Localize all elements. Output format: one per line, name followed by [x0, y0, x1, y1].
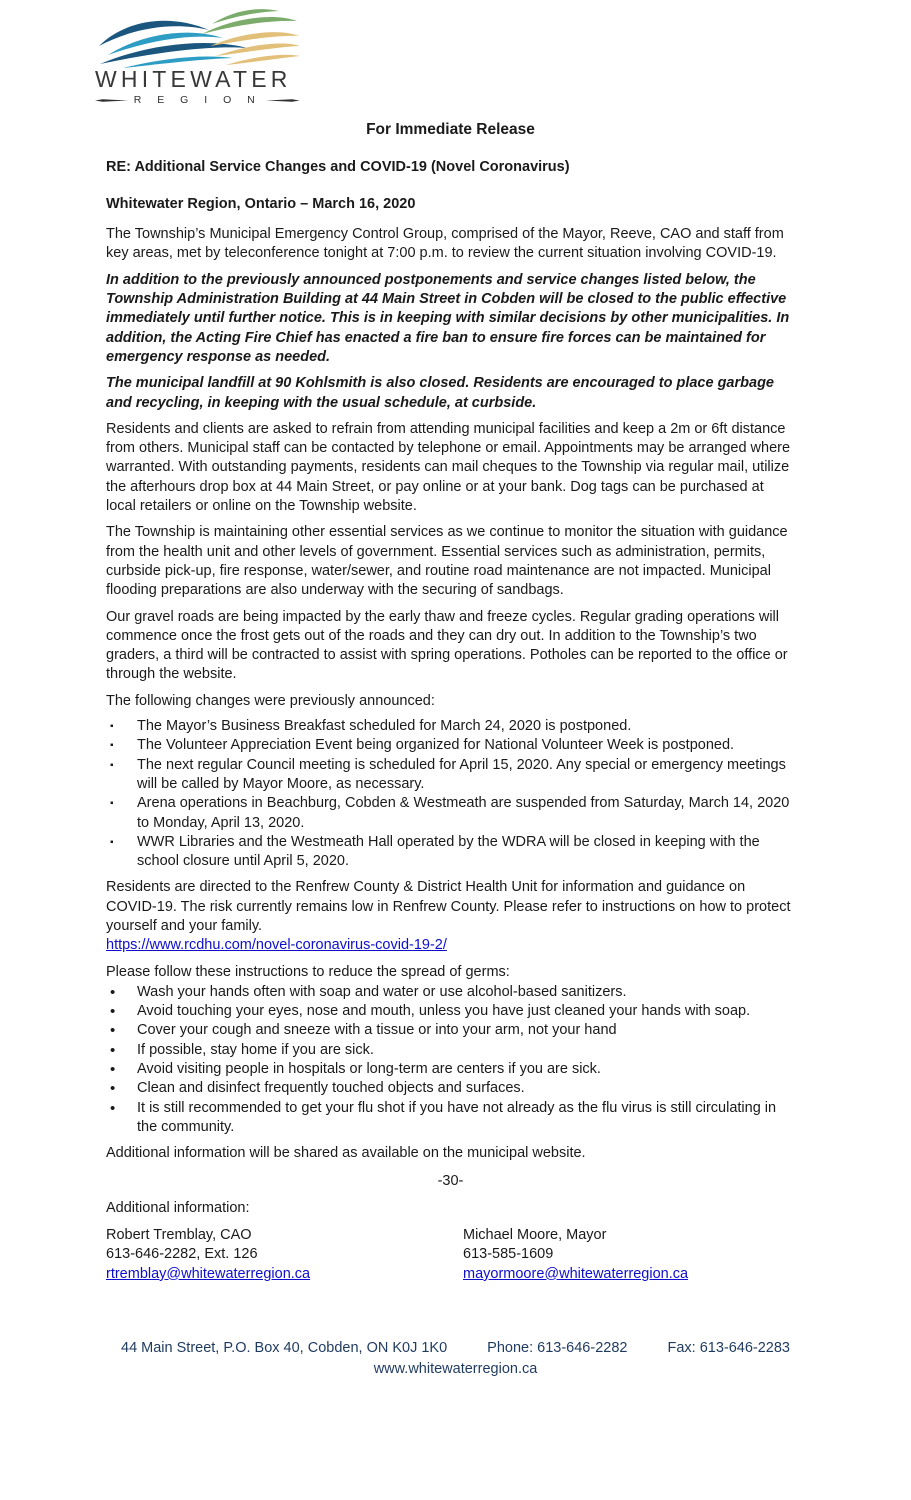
contact-name: Michael Moore, Mayor [463, 1227, 607, 1244]
list-item [106, 1002, 795, 1021]
list-item-text: The next regular Council meeting is scheduled for April 15, 2020. Any special or emergency meetings will be called by Mayor Moore, as necessary. [137, 756, 786, 792]
list-item-text: WWR Libraries and the Westmeath Hall operated by the WDRA will be closed in keeping with the school closure until April 5, 2020. [137, 833, 760, 870]
contact-phone: 613-585-1609 [463, 1246, 554, 1263]
list-item-text: It is still recommended to get your flu shot if you have not already as the flu virus is still circulating in the community. [137, 1099, 777, 1135]
announced-changes-list [106, 717, 795, 871]
list-item-text: Avoid touching your eyes, nose and mouth, unless you have just cleaned your hands with soap. [137, 1003, 751, 1020]
contact-cao [106, 1226, 463, 1284]
square-bullet-icon: ▪ [110, 836, 114, 848]
list-item [106, 756, 795, 795]
end-mark: -30- [437, 1172, 464, 1189]
contact-email-link[interactable]: rtremblay@whitewaterregion.ca [106, 1265, 311, 1282]
paragraph-emergency-group: The Township’s Municipal Emergency Control Group, comprised of the Mayor, Reeve, CAO and staff from key areas, met by teleconference tonight at 7:00 p.m. to review the current situation involving COVID-19. [106, 226, 784, 262]
list-item-text: The Mayor’s Business Breakfast scheduled for March 24, 2020 is postponed. [137, 718, 632, 735]
instructions-intro: Please follow these instructions to reduce the spread of germs: [106, 963, 510, 980]
list-item [106, 1060, 795, 1079]
footer-website: www.whitewaterregion.ca [373, 1361, 538, 1378]
release-line: For Immediate Release [366, 120, 535, 138]
list-item [106, 1099, 795, 1138]
health-unit-text: Residents are directed to the Renfrew County & District Health Unit for information and guidance on COVID-19. The risk currently remains low in Renfrew County. Please refer to instructions on how to protect yourself and your family. [106, 879, 791, 934]
dateline: Whitewater Region, Ontario – March 16, 2020 [106, 195, 416, 212]
square-bullet-icon: ▪ [110, 721, 114, 733]
paragraph-health-unit [106, 878, 795, 955]
subject-line: RE: Additional Service Changes and COVID-19 (Novel Coronavirus) [106, 158, 570, 175]
round-bullet-icon: • [110, 1041, 116, 1059]
instructions-list [106, 983, 795, 1137]
rcdhu-link[interactable]: https://www.rcdhu.com/novel-coronavirus-covid-19-2/ [106, 937, 447, 954]
footer-phone: Phone: 613-646-2282 [487, 1340, 628, 1357]
logo-rule-left-icon [95, 96, 129, 105]
list-item [106, 1041, 795, 1060]
round-bullet-icon: • [110, 1003, 116, 1021]
footer-fax: Fax: 613-646-2283 [667, 1340, 790, 1357]
round-bullet-icon: • [110, 1061, 116, 1079]
list-item-text: Clean and disinfect frequently touched objects and surfaces. [137, 1080, 525, 1097]
paragraph-residents-distance: Residents and clients are asked to refrain from attending municipal facilities and keep a 2m or 6ft distance from others. Municipal staff can be contacted by telephone or email. Appointments may be arranged where warranted. With outstanding payments, residents can mail cheques to the Township via regular mail, utilize the afterhours drop box at 44 Main Street, or pay online or at your bank. Dog tags can be purchased at local retailers or online on the Township website. [106, 420, 791, 515]
contact-email-link[interactable]: mayormoore@whitewaterregion.ca [463, 1265, 689, 1282]
list-item-text: Arena operations in Beachburg, Cobden & Westmeath are suspended from Saturday, March 14, 2020 to Monday, April 13, 2020. [137, 795, 790, 831]
round-bullet-icon: • [110, 1022, 116, 1040]
list-item [106, 1079, 795, 1098]
round-bullet-icon: • [110, 1080, 116, 1098]
additional-info-label: Additional information: [106, 1199, 250, 1216]
paragraph-gravel-roads: Our gravel roads are being impacted by the early thaw and freeze cycles. Regular grading operations will commence once the frost gets out of the roads and they can dry out. In addition to the Township’s two graders, a third will be contracted to assist with spring operations. Potholes can be reported to the office or through the website. [106, 608, 788, 683]
paragraph-more-info: Additional information will be shared as available on the municipal website. [106, 1145, 586, 1162]
list-item-text: If possible, stay home if you are sick. [137, 1041, 374, 1058]
paragraph-landfill-closed: The municipal landfill at 90 Kohlsmith is also closed. Residents are encouraged to place garbage and recycling, in keeping with the usual schedule, at curbside. [106, 375, 774, 411]
contact-mayor [463, 1226, 820, 1284]
list-item [106, 794, 795, 833]
square-bullet-icon: ▪ [110, 798, 114, 810]
square-bullet-icon: ▪ [110, 740, 114, 752]
list-item-text: Avoid visiting people in hospitals or long-term are centers if you are sick. [137, 1061, 601, 1078]
contacts-section [106, 1226, 795, 1284]
list-item [106, 717, 795, 736]
contact-name: Robert Tremblay, CAO [106, 1227, 252, 1244]
logo-waves-icon [95, 8, 300, 68]
round-bullet-icon: • [110, 983, 116, 1001]
paragraph-essential-services: The Township is maintaining other essential services as we continue to monitor the situation with guidance from the health unit and other levels of government. Essential services such as administration, permits, curbside pick-up, fire response, water/sewer, and routine road maintenance are not impacted. Municipal flooding preparations are also underway with the securing of sandbags. [106, 524, 788, 599]
page-footer [76, 1338, 835, 1380]
list-item [106, 833, 795, 872]
paragraph-building-closed: In addition to the previously announced postponements and service changes listed below, the Township Administration Building at 44 Main Street in Cobden will be closed to the public effective immediately until further notice. This is in keeping with similar decisions by other municipalities. In addition, the Acting Fire Chief has enacted a fire ban to ensure fire forces can be maintained for emergency response as needed. [106, 271, 790, 365]
logo-region-label: R E G I O N [133, 94, 262, 107]
list-item-text: Cover your cough and sneeze with a tissue or into your arm, not your hand [137, 1022, 617, 1039]
square-bullet-icon: ▪ [110, 759, 114, 771]
changes-intro: The following changes were previously announced: [106, 692, 435, 709]
list-item-text: Wash your hands often with soap and water or use alcohol-based sanitizers. [137, 983, 627, 1000]
list-item [106, 1021, 795, 1040]
footer-address: 44 Main Street, P.O. Box 40, Cobden, ON K0J 1K0 [121, 1340, 448, 1357]
list-item [106, 736, 795, 755]
contact-phone: 613-646-2282, Ext. 126 [106, 1246, 258, 1263]
list-item [106, 983, 795, 1002]
logo-rule-right-icon [266, 96, 300, 105]
list-item-text: The Volunteer Appreciation Event being organized for National Volunteer Week is postponed. [137, 737, 735, 754]
whitewater-region-logo [95, 8, 300, 111]
logo-wordmark: WHITEWATER [95, 66, 292, 92]
round-bullet-icon: • [110, 1099, 116, 1117]
